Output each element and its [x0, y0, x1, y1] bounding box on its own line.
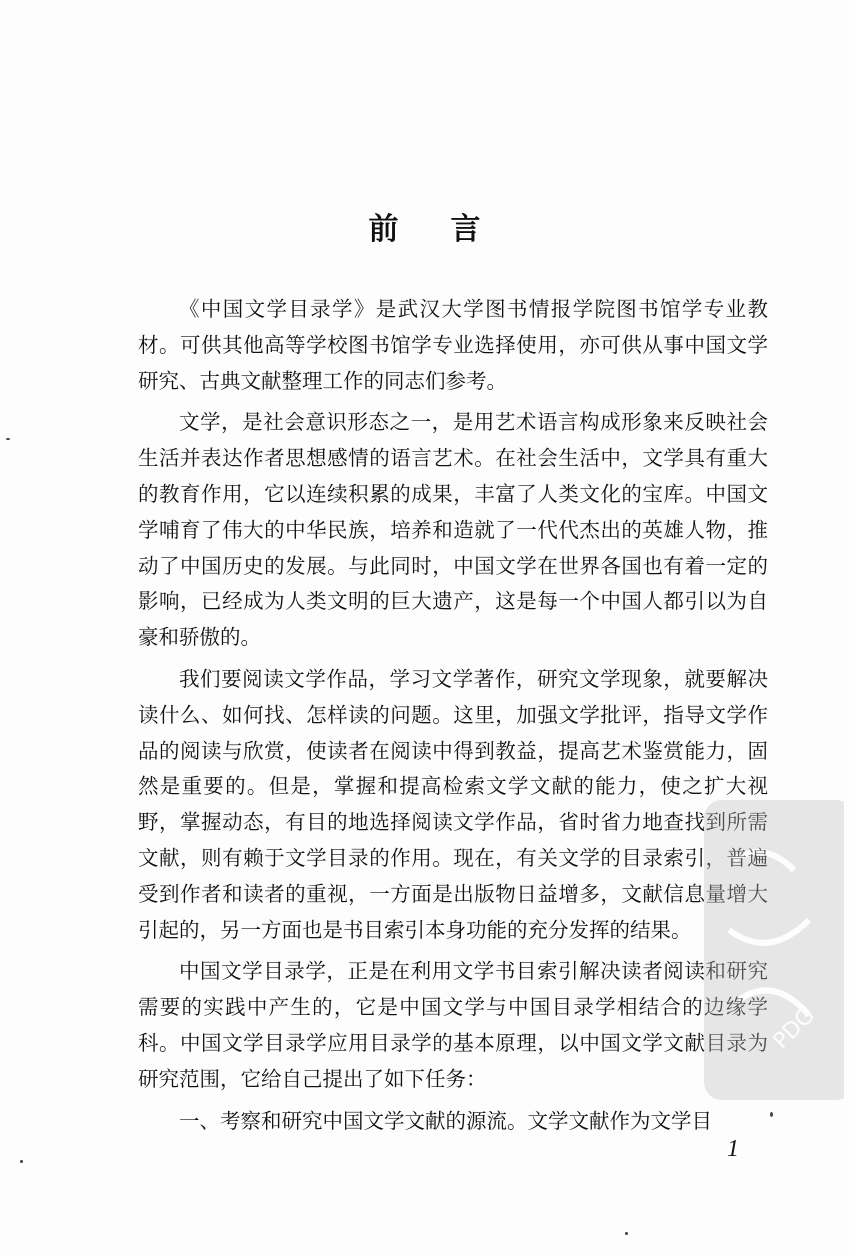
paragraph: 我们要阅读文学作品，学习文学著作，研究文学现象，就要解决读什么、如何找、怎样读的问题。这里，加强文学批评，指导文学作品的阅读与欣赏，使读者在阅读中得到教益，提高艺术鉴赏能力，固然是重要的。但是，掌握和提高检索文学文献的能力，使之扩大视野，掌握动态，有目的地选择阅读文学作品，省时省力地查找到所需文献，则有赖于文学目录的作用。现在，有关文学的目录索引，普遍受到作者和读者的重视，一方面是出版物日益增多，文献信息量增大引起的，另一方面也是书目索引本身功能的充分发挥的结果。 — [138, 666, 768, 942]
scan-speck — [20, 1160, 23, 1163]
scan-speck — [625, 1232, 628, 1235]
paragraph: 《中国文学目录学》是武汉大学图书情报学院图书馆学专业教材。可供其他高等学校图书馆学专业选择使用，亦可供从事中国文学研究、古典文献整理工作的同志们参考。 — [138, 297, 768, 393]
body-text — [138, 292, 768, 1145]
watermark-text: PDG — [768, 1003, 820, 1055]
paragraph: 一、考察和研究中国文学文献的源流。文学文献作为文学目 — [179, 1108, 712, 1133]
scan-speck — [6, 438, 10, 440]
paragraph: 中国文学目录学，正是在利用文学书目索引解决读者阅读和研究需要的实践中产生的，它是中国文学与中国目录学相结合的边缘学科。中国文学目录学应用目录学的基本原理，以中国文学文献目录为研究范围，它给自己提出了如下任务： — [138, 959, 768, 1091]
paragraph: 文学，是社会意识形态之一，是用艺术语言构成形象来反映社会生活并表达作者思想感情的语言艺术。在社会生活中，文学具有重大的教育作用，它以连续积累的成果，丰富了人类文化的宝库。中国文学哺育了伟大的中华民族，培养和造就了一代代杰出的英雄人物，推动了中国历史的发展。与此同时，中国文学在世界各国也有着一定的影响，已经成为人类文明的巨大遗产，这是每一个中国人都引以为自豪和骄傲的。 — [138, 410, 768, 650]
page-number: 1 — [727, 1136, 739, 1162]
page-title: 前言 — [368, 212, 533, 247]
scan-speck — [770, 1112, 773, 1117]
watermark-seal-icon — [694, 800, 844, 1100]
